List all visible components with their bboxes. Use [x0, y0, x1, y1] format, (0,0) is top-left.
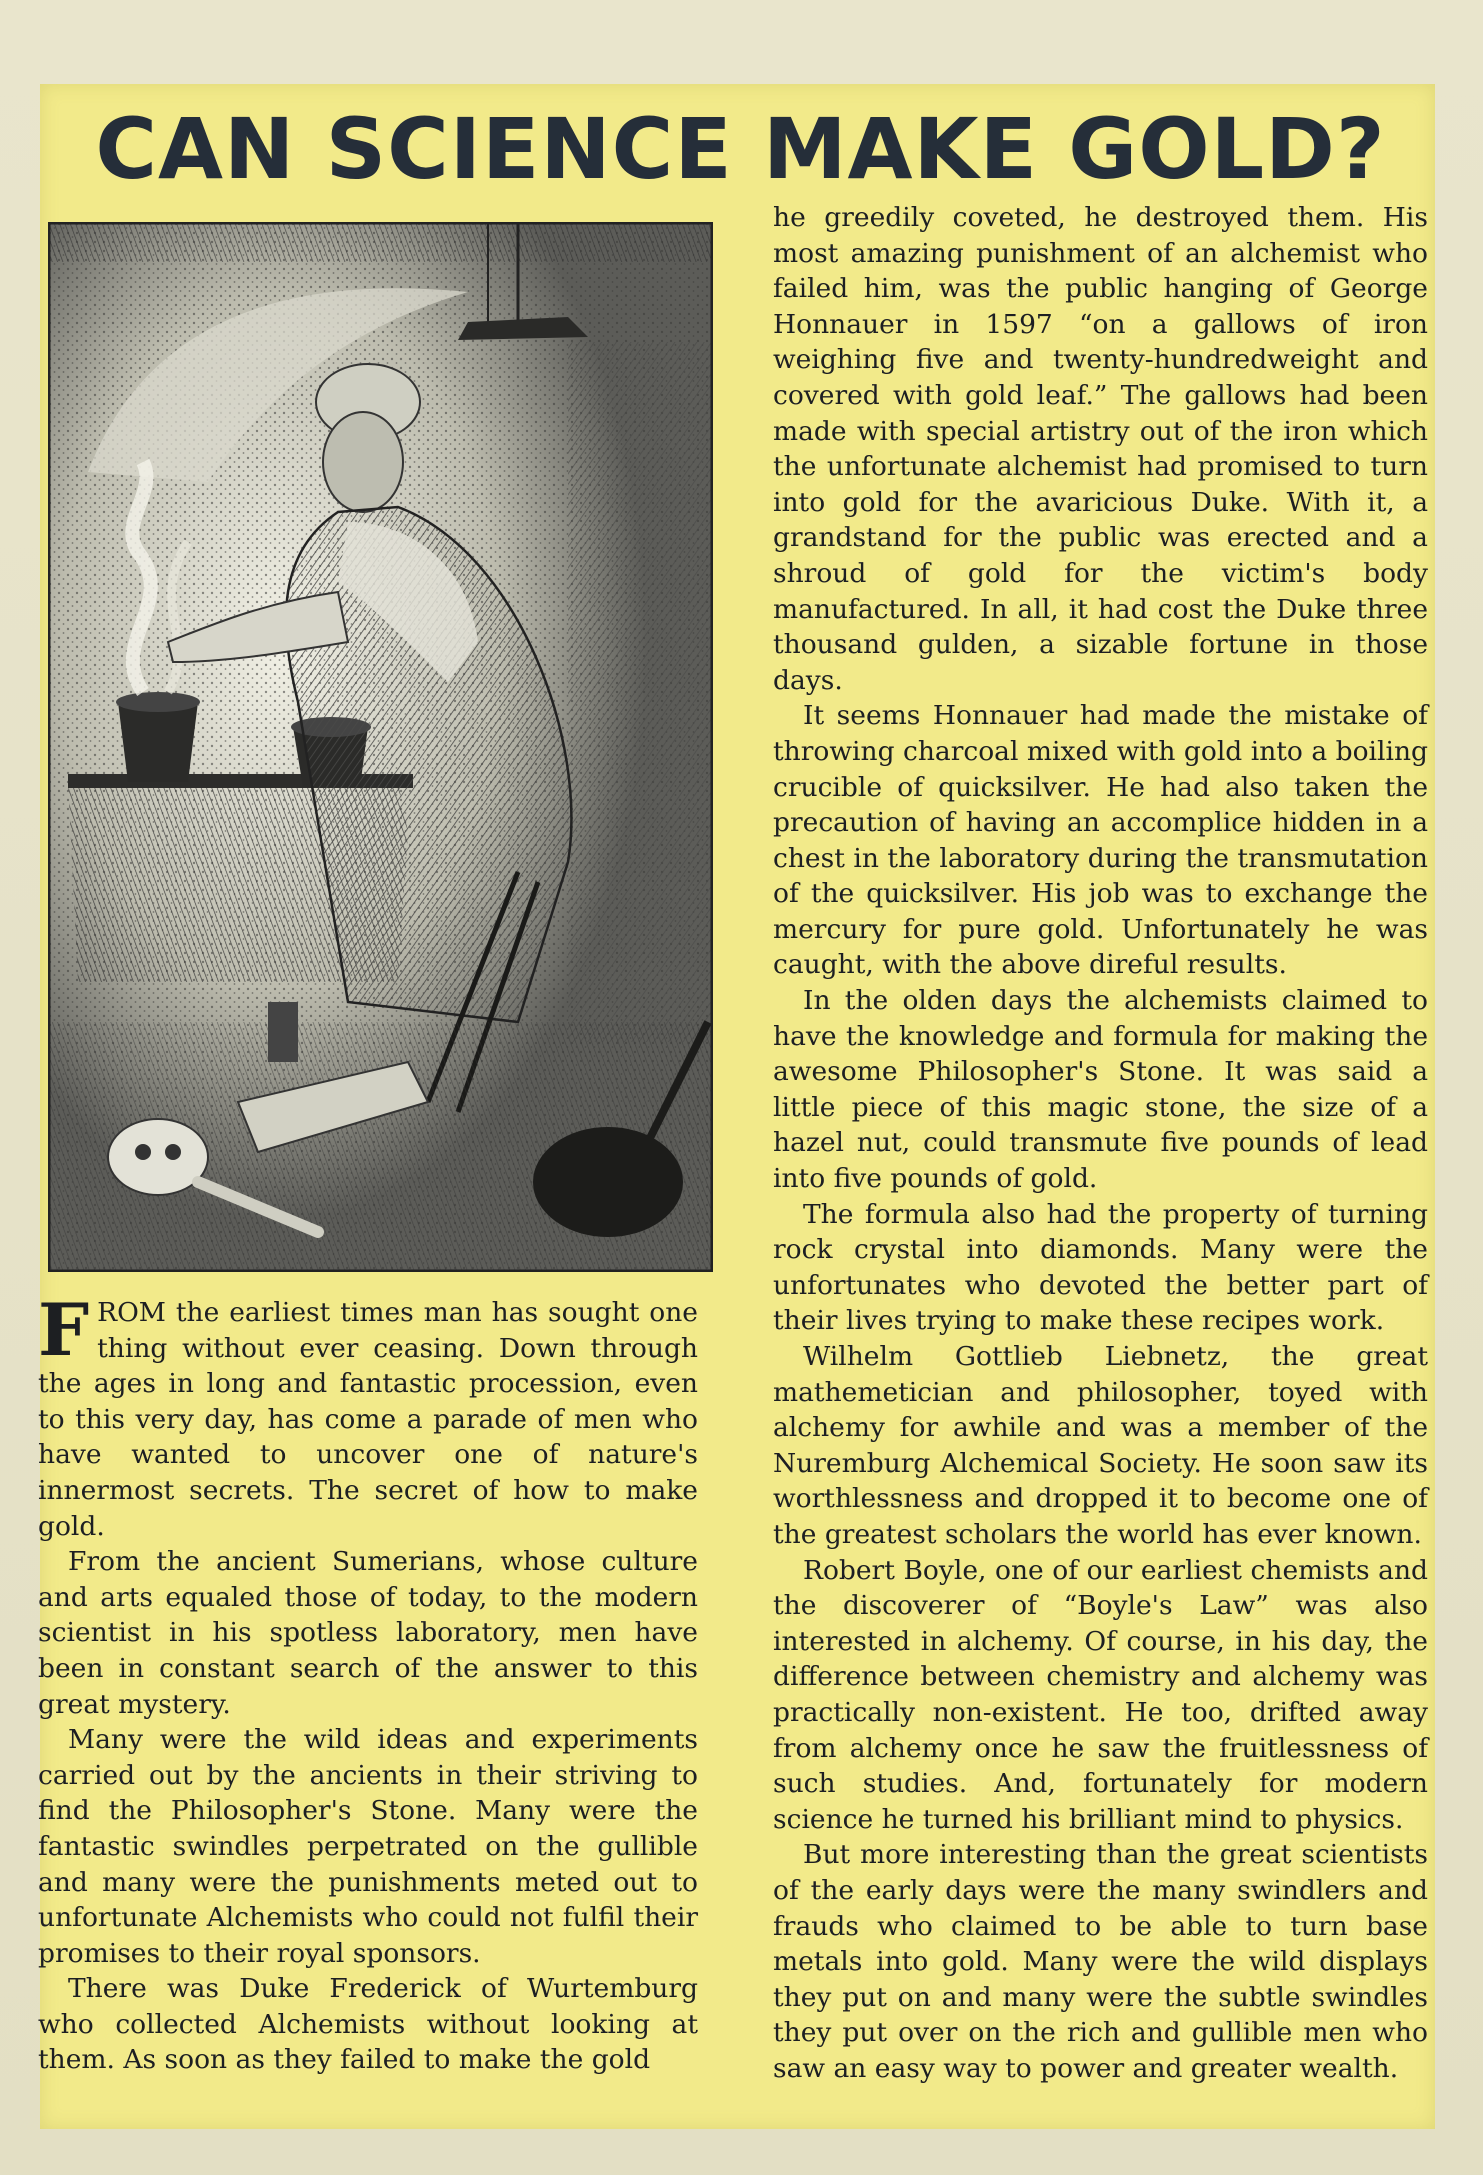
drop-cap: F	[38, 1287, 90, 1372]
crucible-left	[118, 702, 198, 782]
paragraph: Many were the wild ideas and experiments carried out by the ancients in their striving to find the Philosopher's Stone. Many were the fantastic swindles perpetrated on the gullible and many were the punishments meted out to unfortunate Alchemists who could not fulfil their promises to their royal sponsors.	[38, 1724, 698, 1969]
right-text-column	[773, 200, 1428, 2086]
pan	[533, 1127, 683, 1237]
paragraph: There was Duke Frederick of Wurtemburg who collected Alchemists without looking at them. As soon as they failed to make the gold	[38, 1973, 698, 2076]
paragraph: It seems Honnauer had made the mistake of throwing charcoal mixed with gold into a boiling crucible of quicksilver. He had also taken the precaution of having an accomplice hidden in a chest in the laboratory during the transmutation of the quicksilver. His job was to exchange the mercury for pure gold. Unfortunately he was caught, with the above direful results.	[773, 700, 1428, 981]
paragraph: Wilhelm Gottlieb Liebnetz, the great mathemetician and philosopher, toyed with alchemy for awhile and was a member of the Nuremburg Alchemical Society. He soon saw its worthlessness and dropped it to become one of the greatest scholars the world has ever known.	[773, 1341, 1428, 1550]
alchemist-head	[323, 412, 403, 512]
alchemist-engraving-illustration	[48, 222, 713, 1272]
paragraph: he greedily coveted, he destroyed them. His most amazing punishment of an alchemist who failed him, was the public hanging of George Honnauer in 1597 “on a gallows of iron weighing five and twenty-hundredweight and covered with gold leaf.” The gallows had been made with special artistry out of the iron which the unfortunate alchemist had promised to turn into gold for the avaricious Duke. With it, a grandstand for the public was erected and a shroud of gold for the victim's body manufactured. In all, it had cost the Duke three thousand gulden, a sizable fortune in those days.	[773, 202, 1428, 696]
paragraph: In the olden days the alchemists claimed to have the knowledge and formula for making the awesome Philosopher's Stone. It was said a little piece of this magic stone, the size of a hazel nut, could transmute five pounds of lead into five pounds of gold.	[773, 985, 1428, 1195]
paragraph: But more interesting than the great scientists of the early days were the many swindlers and frauds who claimed to be able to turn base metals into gold. Many were the wild displays they put on and many were the subtle swindles they put over on the rich and gullible men who saw an easy way to power and greater wealth.	[773, 1839, 1428, 2084]
paragraph: From the ancient Sumerians, whose culture and arts equaled those of today, to the modern scientist in his spotless laboratory, men have been in constant search of the answer to this great mystery.	[38, 1546, 698, 1720]
paragraph: Robert Boyle, one of our earliest chemists and the discoverer of “Boyle's Law” was also interested in alchemy. Of course, in his day, the difference between chemistry and alchemy was practically non-existent. He too, drifted away from alchemy once he saw the fruitlessness of such studies. And, fortunately for modern science he turned his brilliant mind to physics.	[773, 1554, 1428, 1835]
article-title: CAN SCIENCE MAKE GOLD?	[95, 100, 1386, 198]
paragraph-intro: FROM the earliest times man has sought one thing without ever ceasing. Down through the ages in long and fantastic procession, even to this very day, has come a parade of men who have wanted to uncover one of nature's innermost secrets. The secret of how to make gold.	[38, 1287, 698, 1542]
paragraph: The formula also had the property of turning rock crystal into diamonds. Many were the unfortunates who devoted the better part of their lives trying to make these recipes work.	[773, 1198, 1428, 1337]
alchemist-engraving	[48, 222, 713, 1272]
flask	[268, 1002, 298, 1062]
left-text-column	[38, 1287, 698, 2078]
